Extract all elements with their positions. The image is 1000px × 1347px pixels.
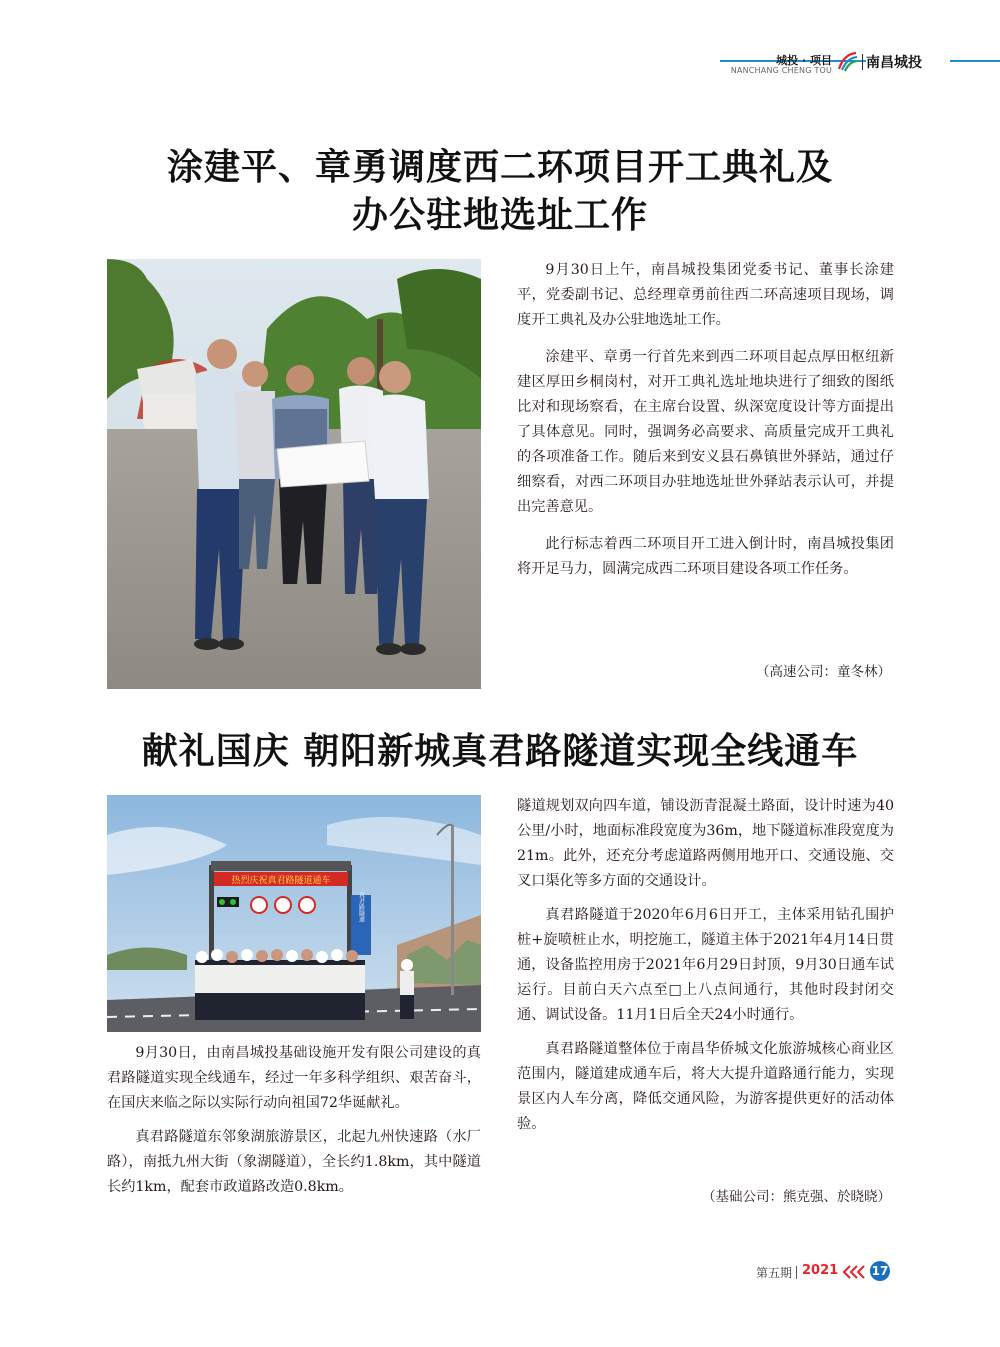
header-sub-label: NANCHANG CHENG TOU [730,66,832,75]
article2-title: 献礼国庆 朝阳新城真君路隧道实现全线通车 [141,731,859,772]
article2-right-body [517,794,894,1137]
article2-photo [107,795,481,1032]
article1-paragraph: 涂建平、章勇一行首先来到西二环项目起点厚田枢纽新建区厚田乡桐岗村，对开工典礼选址地块进行了细致的图纸比对和现场察看，在主席台设置、纵深宽度设计等方面提出了具体意见。同时，强调务必高要求、高质量完成开工典礼的各项准备工作。随后来到安义县石鼻镇世外驿站，通过仔细察看，对西二环项目办驻地选址世外驿站表示认可，并提出完善意见。 [517,349,894,515]
header-brand: 南昌城投 [866,52,950,72]
article2-paragraph: 隧道规划双向四车道，铺设沥青混凝土路面，设计时速为40公里/小时，地面标准段宽度为36m，地下隧道标准段宽度为21m。此外，还充分考虑道路两侧用地开口、交通设施、交叉口渠化等多方面的交通设计。 [517,798,894,889]
issue-label: 第五期 [756,1266,793,1280]
header-divider [862,54,863,70]
article1-title-line2: 办公驻地选址工作 [351,195,648,236]
article2-credit: （基础公司：熊克强、於晓晓） [702,1189,891,1205]
nanchang-chengtou-logo-icon [836,50,858,72]
page-footer [756,1261,896,1283]
article1-credit: （高速公司：童冬林） [756,664,891,680]
article2-paragraph: 真君路隧道东邻象湖旅游景区，北起九州快速路（水厂路），南抵九州大街（象湖隧道），全长约1.8km，其中隧道长约1km，配套市政道路改造0.8km。 [107,1129,481,1195]
article2-paragraph: 真君路隧道整体位于南昌华侨城文化旅游城核心商业区范围内，隧道建成通车后，将大大提升道路通行能力，实现景区内人车分离，降低交通风险，为游客提供更好的活动体验。 [517,1041,894,1132]
running-header [712,50,1000,75]
article1-paragraph: 此行标志着西二环项目开工进入倒计时，南昌城投集团将开足马力，圆满完成西二环项目建设各项工作任务。 [517,536,894,577]
header-section-label: 城投 · 项目 [776,54,832,67]
banner-text: 热烈庆祝真君路隧道通车 [231,876,331,886]
article1-title-line1: 涂建平、章勇调度西二环项目开工典礼及 [166,147,833,188]
year-label: 2021 [802,1263,839,1278]
article2-paragraph: 真君路隧道于2020年6月6日开工，主体采用钻孔围护桩+旋喷桩止水，明挖施工，隧道主体于2021年4月14日贯通，设备监控用房于2021年6月29日封顶，9月30日通车试运行。目前白天六点至□上八点间通行，其他时段封闭交通、调试设备。11月1日后全天24小时通行。 [517,907,894,1023]
article1-photo [107,259,481,689]
group-of-men-inspecting-drawings-photo [107,259,481,689]
tunnel-sign-text: 真君路隧道 [357,892,365,922]
chevrons-left-icon [842,1265,868,1279]
tunnel-opening-group-photo [107,795,481,1032]
article1-body [517,258,894,582]
article2-left-body [107,1041,481,1200]
footer-divider [796,1266,797,1279]
article2-paragraph: 9月30日，由南昌城投基础设施开发有限公司建设的真君路隧道实现全线通车，经过一年多科学组织、艰苦奋斗，在国庆来临之际以实际行动向祖国72华诞献礼。 [107,1045,481,1111]
page-number: 17 [870,1261,890,1281]
article1-paragraph: 9月30日上午，南昌城投集团党委书记、董事长涂建平，党委副书记、总经理章勇前往西二环高速项目现场，调度开工典礼及办公驻地选址工作。 [517,262,894,328]
